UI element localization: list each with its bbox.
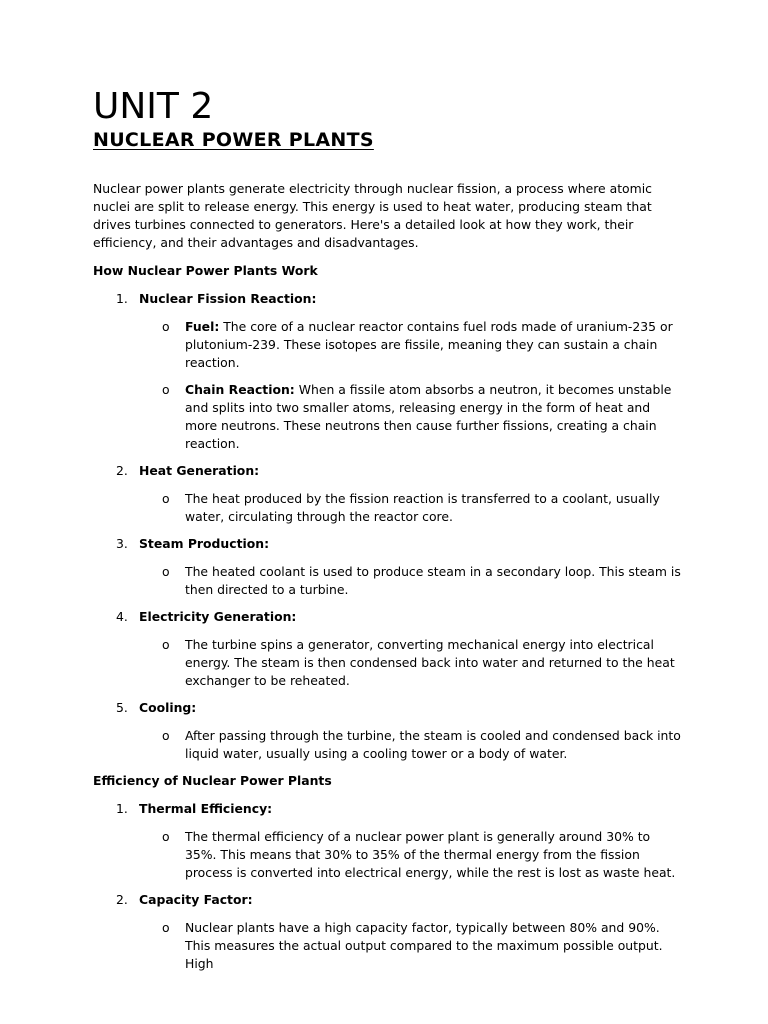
bullet-marker: o — [162, 920, 170, 935]
list-item-title: Electricity Generation: — [139, 609, 297, 624]
section-heading: How Nuclear Power Plants Work — [93, 263, 318, 278]
sub-bullet-text: When a fissile atom absorbs a neutron, it becomes unstable and splits into two smaller atoms, releasing energy in the form of heat and more neutrons. These neutrons then cause further fissions, creating a chain reaction. — [185, 382, 672, 451]
list-item-title: Nuclear Fission Reaction: — [139, 291, 317, 306]
sub-bullet-text: The core of a nuclear reactor contains fuel rods made of uranium-235 or plutonium-239. These isotopes are fissile, meaning they can sustain a chain reaction. — [185, 319, 673, 370]
intro-paragraph: Nuclear power plants generate electricity through nuclear fission, a process where atomic nuclei are split to release energy. This energy is used to heat water, producing steam that drives turbines connected to generators. Here's a detailed look at how they work, their efficiency, and their advantages and disadvantages. — [93, 181, 652, 250]
sub-bullet-text: The heated coolant is used to produce steam in a secondary loop. This steam is then directed to a turbine. — [185, 564, 681, 597]
list-number: 5. — [116, 700, 128, 715]
list-number: 4. — [116, 609, 128, 624]
sub-bullet — [93, 381, 683, 453]
sub-bullet — [93, 490, 683, 526]
bullet-marker: o — [162, 564, 170, 579]
sub-bullet-text: The heat produced by the fission reaction is transferred to a coolant, usually water, circulating through the reactor core. — [185, 491, 660, 524]
sub-bullet-text: The turbine spins a generator, converting mechanical energy into electrical energy. The steam is then condensed back into water and returned to the heat exchanger to be reheated. — [185, 637, 675, 688]
sub-bullet — [93, 318, 683, 372]
list-number: 1. — [116, 291, 128, 306]
list-number: 1. — [116, 801, 128, 816]
bullet-marker: o — [162, 319, 170, 334]
document-body — [93, 180, 683, 982]
list-item — [93, 535, 683, 553]
bullet-marker: o — [162, 382, 170, 397]
bullet-marker: o — [162, 491, 170, 506]
list-number: 3. — [116, 536, 128, 551]
list-item-title: Heat Generation: — [139, 463, 260, 478]
sub-bullet-text: After passing through the turbine, the steam is cooled and condensed back into liquid water, usually using a cooling tower or a body of water. — [185, 728, 681, 761]
section-heading: Efficiency of Nuclear Power Plants — [93, 773, 332, 788]
list-item-title: Thermal Efficiency: — [139, 801, 273, 816]
sub-bullet — [93, 563, 683, 599]
list-item-title: Cooling: — [139, 700, 197, 715]
list-item — [93, 699, 683, 717]
sub-bullet-lead: Fuel: — [185, 319, 220, 334]
list-item-title: Capacity Factor: — [139, 892, 253, 907]
sub-bullet-lead: Chain Reaction: — [185, 382, 295, 397]
bullet-marker: o — [162, 637, 170, 652]
list-item — [93, 800, 683, 818]
sub-bullet-text: The thermal efficiency of a nuclear power plant is generally around 30% to 35%. This means that 30% to 35% of the thermal energy from the fission process is converted into electrical energy, while the rest is lost as waste heat. — [185, 829, 676, 880]
sub-bullet-text: Nuclear plants have a high capacity factor, typically between 80% and 90%. This measures the actual output compared to the maximum possible output. High — [185, 920, 663, 971]
sub-bullet — [93, 828, 683, 882]
list-item-title: Steam Production: — [139, 536, 270, 551]
bullet-marker: o — [162, 829, 170, 844]
sub-bullet — [93, 727, 683, 763]
list-number: 2. — [116, 463, 128, 478]
unit-heading: UNIT 2 — [93, 86, 214, 127]
list-item — [93, 891, 683, 909]
page-title: NUCLEAR POWER PLANTS — [93, 129, 374, 151]
list-item — [93, 462, 683, 480]
list-item — [93, 608, 683, 626]
list-item — [93, 290, 683, 308]
sub-bullet — [93, 919, 683, 973]
bullet-marker: o — [162, 728, 170, 743]
list-number: 2. — [116, 892, 128, 907]
sub-bullet — [93, 636, 683, 690]
